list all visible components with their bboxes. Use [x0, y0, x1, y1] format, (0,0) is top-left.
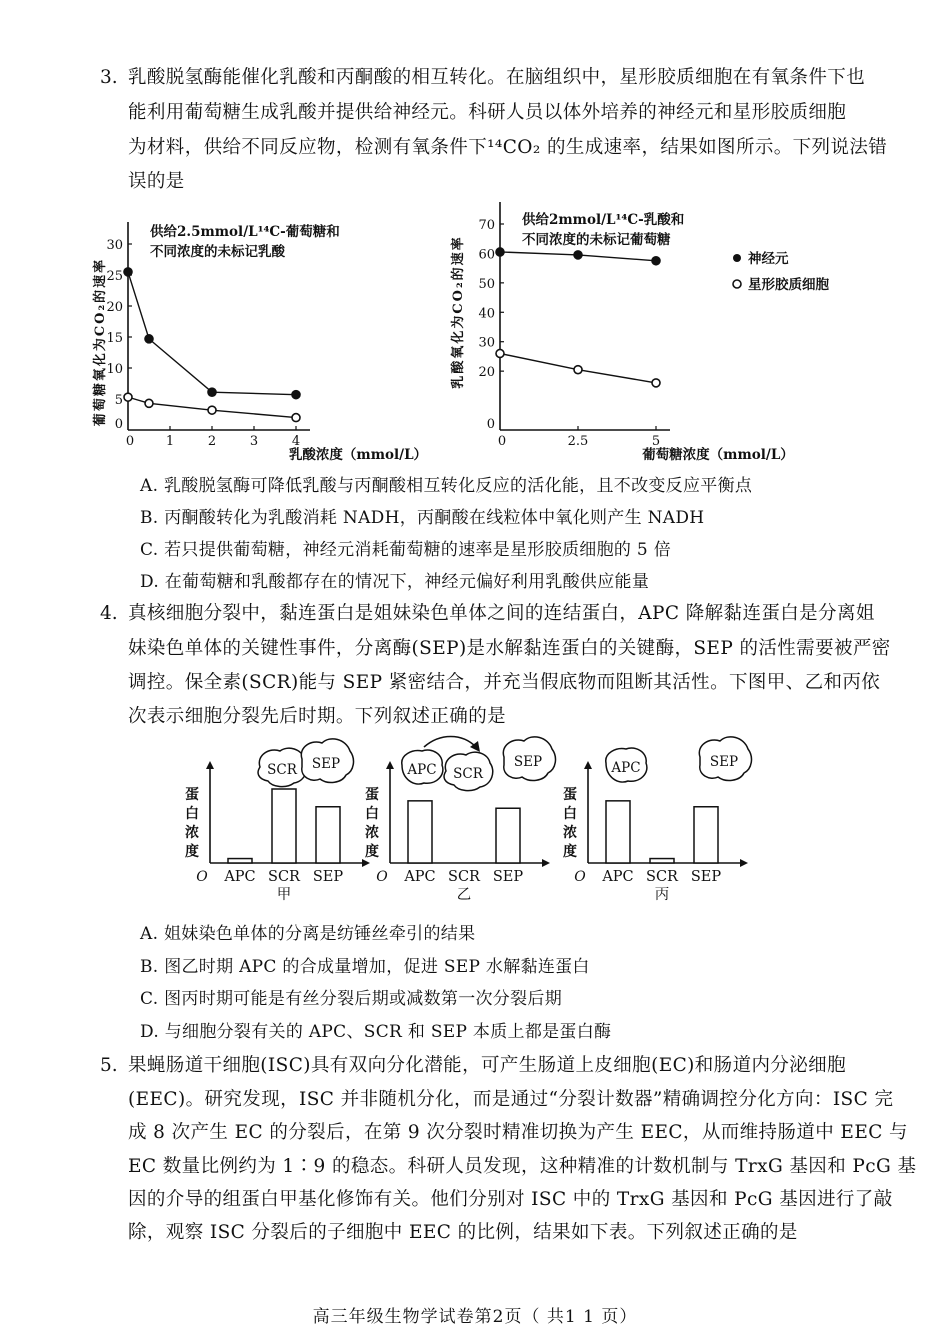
astrocyte-data-point [124, 393, 132, 401]
chart-title-line-2: 不同浓度的未标记葡萄糖 [522, 232, 671, 248]
question-text-line: 为材料，供给不同反应物，检测有氧条件下¹⁴CO₂ 的生成速率，结果如图所示。下列说法错 [128, 137, 888, 158]
panel-label: 乙 [456, 887, 472, 903]
legend-label-neuron: 神经元 [748, 251, 789, 267]
x-axis-label: 葡萄糖浓度（mmol/L） [642, 447, 794, 463]
y-tick-label: 25 [106, 269, 123, 284]
x-tick-label: 2 [207, 434, 217, 449]
astrocyte-data-point [292, 414, 300, 422]
sep-protein-shape [699, 737, 751, 781]
astrocyte-data-point [496, 349, 504, 357]
neuron-data-point [208, 388, 216, 396]
category-label: SCR [268, 869, 300, 885]
y-tick-label: 30 [106, 238, 123, 253]
lactate-oxidation-chart [450, 202, 829, 463]
question-text-line: 妹染色单体的关键性事件，分离酶(SEP)是水解黏连蛋白的关键酶，SEP 的活性需要被严密 [128, 638, 891, 659]
y-axis-label-char: 浓 [563, 825, 577, 841]
panel-label: 丙 [654, 887, 670, 903]
question-text-line: 调控。保全素(SCR)能与 SEP 紧密结合，并充当假底物而阻断其活性。下图甲、乙和丙依 [128, 672, 881, 693]
bar-APC [606, 801, 630, 863]
bar-chart-panel-乙 [365, 737, 555, 904]
option-a[interactable]: A. 乳酸脱氢酶可降低乳酸与丙酮酸相互转化反应的活化能，且不改变反应平衡点 [140, 476, 753, 496]
category-label: SEP [492, 869, 524, 885]
bar-chart-panel-甲 [185, 739, 370, 903]
origin-label: O [574, 869, 586, 885]
x-axis-arrow [362, 859, 370, 867]
y-tick-label: 40 [478, 306, 495, 322]
origin-label: O [376, 869, 388, 885]
sep-protein-shape [503, 737, 555, 781]
protein-bar-charts-figure [0, 735, 950, 915]
question-number: 3. [100, 67, 118, 88]
y-axis-arrow [206, 761, 214, 769]
option-b[interactable]: B. 丙酮酸转化为乳酸消耗 NADH，丙酮酸在线粒体中氧化则产生 NADH [140, 508, 705, 528]
y-tick-label: 0 [114, 417, 123, 432]
x-tick-label: 3 [249, 434, 259, 449]
astrocyte-data-point [208, 406, 216, 414]
y-tick-label: 20 [478, 365, 495, 381]
x-tick-label: 1 [165, 434, 175, 449]
y-axis-label-char: 蛋 [365, 787, 379, 803]
chart-title-line-2: 不同浓度的未标记乳酸 [150, 244, 285, 260]
x-tick-label: 0 [497, 434, 507, 449]
apc-protein-shape [606, 748, 647, 782]
x-tick-label: 5 [651, 434, 661, 449]
panel-label: 甲 [276, 887, 292, 903]
binding-arrow [424, 737, 476, 748]
question-text-line: 能利用葡萄糖生成乳酸并提供给神经元。科研人员以体外培养的神经元和星形胶质细胞 [128, 102, 847, 123]
x-axis-arrow [542, 859, 550, 867]
bar-APC [228, 859, 252, 863]
apc-protein-shape [402, 750, 443, 784]
chart-title-line-1: 供给2.5mmol/L¹⁴C-葡萄糖和 [150, 224, 340, 240]
y-axis-label: 葡萄糖氧化为CO₂的速率 [93, 257, 108, 427]
y-tick-label: 0 [486, 417, 495, 432]
y-axis-label-char: 度 [563, 844, 577, 860]
sep-protein-shape [301, 739, 353, 783]
neuron-data-point [145, 335, 153, 343]
astrocyte-data-point [574, 366, 582, 374]
question-number: 5. [100, 1055, 118, 1076]
question-text-line: 果蝇肠道干细胞(ISC)具有双向分化潜能，可产生肠道上皮细胞(EC)和肠道内分泌细胞 [128, 1055, 846, 1076]
category-label: APC [602, 869, 634, 885]
legend-marker-astrocyte [733, 280, 741, 288]
y-axis-label-char: 度 [365, 844, 379, 860]
bar-APC [408, 801, 432, 863]
astrocyte-data-point [145, 399, 153, 407]
y-axis-label: 乳酸氧化为CO₂的速率 [451, 235, 466, 389]
option-c[interactable]: C. 图丙时期可能是有丝分裂后期或减数第一次分裂后期 [140, 989, 563, 1009]
sep-label: SEP [709, 754, 739, 770]
category-label: SCR [646, 869, 678, 885]
neuron-data-point [292, 391, 300, 399]
question-text-line: 次表示细胞分裂先后时期。下列叙述正确的是 [128, 706, 507, 727]
option-c[interactable]: C. 若只提供葡萄糖，神经元消耗葡萄糖的速率是星形胶质细胞的 5 倍 [140, 540, 672, 560]
scr-label: SCR [267, 762, 297, 778]
question-text-line: 除，观察 ISC 分裂后的子细胞中 EEC 的比例，结果如下表。下列叙述正确的是 [128, 1222, 798, 1243]
legend-label-astrocyte: 星形胶质细胞 [748, 277, 829, 293]
x-axis-label: 乳酸浓度（mmol/L） [288, 447, 428, 463]
line-charts-figure [0, 200, 950, 470]
y-tick-label: 70 [478, 218, 495, 233]
y-tick-label: 60 [478, 247, 495, 263]
category-label: SEP [690, 869, 722, 885]
question-text-line: EC 数量比例约为 1∶9 的稳态。科研人员发现，这种精准的计数机制与 TrxG 基因和 PcG 基 [128, 1156, 917, 1177]
category-label: SEP [312, 869, 344, 885]
category-label: APC [404, 869, 436, 885]
question-text-line: 真核细胞分裂中，黏连蛋白是姐妹染色单体之间的连结蛋白，APC 降解黏连蛋白是分离姐 [128, 603, 875, 624]
legend-marker-neuron [733, 254, 741, 262]
apc-label: APC [611, 760, 641, 776]
astrocyte-data-point [652, 379, 660, 387]
x-tick-label: 2.5 [567, 434, 589, 449]
bar-chart-panel-丙 [563, 737, 751, 903]
scr-protein-shape [444, 752, 493, 790]
neuron-data-point [574, 251, 582, 259]
bar-SEP [316, 807, 340, 863]
question-number: 4. [100, 603, 118, 624]
option-d[interactable]: D. 与细胞分裂有关的 APC、SCR 和 SEP 本质上都是蛋白酶 [140, 1022, 612, 1042]
y-axis-label-char: 蛋 [563, 787, 577, 803]
y-tick-label: 30 [478, 335, 495, 351]
scr-protein-shape [258, 748, 307, 786]
scr-label: SCR [453, 766, 483, 782]
question-text-line: 乳酸脱氢酶能催化乳酸和丙酮酸的相互转化。在脑组织中，星形胶质细胞在有氧条件下也 [128, 67, 866, 88]
option-a[interactable]: A. 姐妹染色单体的分离是纺锤丝牵引的结果 [140, 924, 476, 944]
page-footer: 高三年级生物学试卷第2页（ 共1 1 页） [312, 1307, 638, 1327]
y-tick-label: 15 [106, 331, 123, 346]
bar-SCR [650, 859, 674, 863]
sep-label: SEP [513, 754, 543, 770]
question-text-line: (EEC)。研究发现，ISC 并非随机分化，而是通过“分裂计数器”精确调控分化方向：ISC 完 [128, 1089, 894, 1110]
neuron-series-line [128, 272, 296, 395]
y-axis-arrow [584, 761, 592, 769]
neuron-data-point [124, 268, 132, 276]
y-axis-label-char: 蛋 [185, 787, 199, 803]
bar-SEP [694, 807, 718, 863]
x-tick-label: 0 [125, 434, 135, 449]
question-text-line: 因的介导的组蛋白甲基化修饰有关。他们分别对 ISC 中的 TrxG 基因和 PcG 基因进行了敲 [128, 1189, 893, 1210]
origin-label: O [196, 869, 208, 885]
y-tick-label: 50 [478, 276, 495, 292]
bar-SEP [496, 808, 520, 863]
y-axis-label-char: 白 [185, 806, 199, 822]
question-text-line: 误的是 [128, 171, 185, 192]
option-d[interactable]: D. 在葡萄糖和乳酸都存在的情况下，神经元偏好利用乳酸供应能量 [140, 572, 650, 592]
bar-SCR [272, 789, 296, 863]
y-axis-label-char: 浓 [185, 825, 199, 841]
chart-title-line-1: 供给2mmol/L¹⁴C-乳酸和 [522, 212, 685, 228]
neuron-data-point [496, 248, 504, 256]
y-tick-label: 5 [114, 393, 123, 408]
option-b[interactable]: B. 图乙时期 APC 的合成量增加，促进 SEP 水解黏连蛋白 [140, 957, 590, 977]
apc-label: APC [407, 762, 437, 778]
y-axis-label-char: 度 [185, 844, 199, 860]
sep-label: SEP [311, 756, 341, 772]
category-label: SCR [448, 869, 480, 885]
y-axis-label-char: 浓 [365, 825, 379, 841]
glucose-oxidation-chart [92, 222, 427, 463]
neuron-data-point [652, 257, 660, 265]
y-axis-label-char: 白 [563, 806, 577, 822]
x-axis-arrow [740, 859, 748, 867]
y-axis-label-char: 白 [365, 806, 379, 822]
y-tick-label: 20 [106, 300, 123, 315]
y-tick-label: 10 [106, 362, 123, 377]
question-text-line: 成 8 次产生 EC 的分裂后，在第 9 次分裂时精准切换为产生 EEC，从而维持肠道中 EEC 与 [128, 1122, 908, 1143]
category-label: APC [224, 869, 256, 885]
y-axis-arrow [386, 761, 394, 769]
x-tick-label: 4 [291, 434, 301, 449]
